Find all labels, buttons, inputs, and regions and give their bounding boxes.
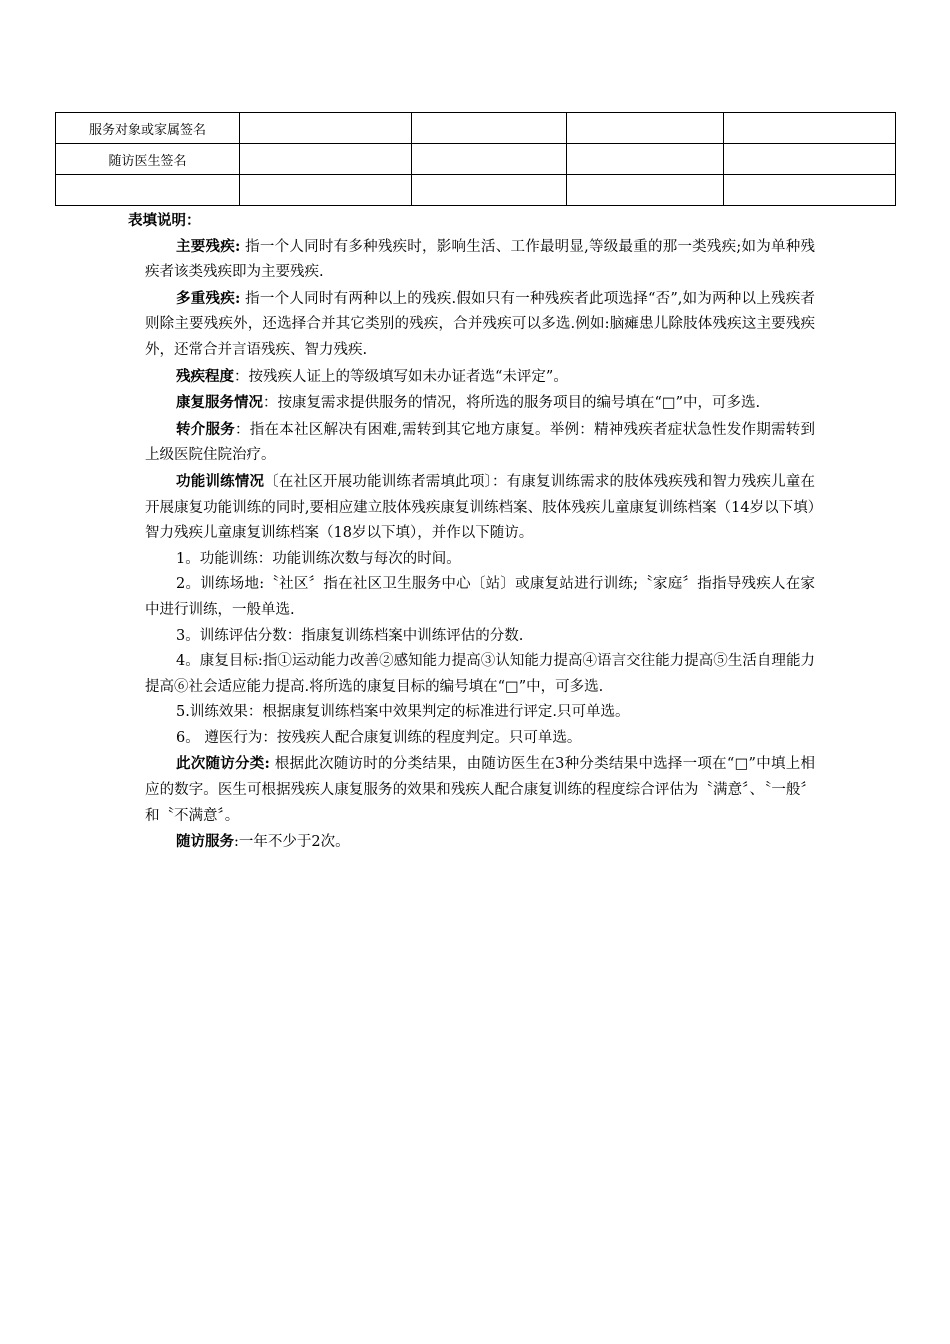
note-paragraph <box>145 751 815 829</box>
note-term: 多重残疾: <box>176 289 241 307</box>
note-text: 根据此次随访时的分类结果，由随访医生在3种分类结果中选择一项在“□”中填上相应的数字。医生可根据残疾人康复服务的效果和残疾人配合康复训练的程度综合评估为〝满意〞、〝一般〞和〝不满意〞。 <box>145 756 815 824</box>
note-term: 康复服务情况 <box>176 394 263 412</box>
row-label: 服务对象或家属签名 <box>56 113 240 144</box>
note-paragraph <box>145 547 815 573</box>
table-cell <box>240 144 412 175</box>
note-text: 3。训练评估分数：指康复训练档案中训练评估的分数. <box>176 627 524 644</box>
note-paragraph <box>145 234 815 286</box>
table-row <box>56 144 896 175</box>
table-cell <box>412 113 567 144</box>
note-term: 主要残疾: <box>176 237 241 255</box>
note-term: 转介服务 <box>176 420 236 438</box>
note-term: 此次随访分类: <box>176 755 270 773</box>
note-paragraph <box>145 829 815 856</box>
signature-table <box>55 112 896 206</box>
note-paragraph <box>145 624 815 650</box>
note-text: ：按残疾人证上的等级填写如未办证者选“未评定”。 <box>234 368 568 385</box>
note-paragraph <box>145 469 815 547</box>
table-cell <box>724 144 896 175</box>
row-label: 随访医生签名 <box>56 144 240 175</box>
note-text: 4。康复目标:指①运动能力改善②感知能力提高③认知能力提高④语言交往能力提高⑤生活自理能力提高⑥社会适应能力提高.将所选的康复目标的编号填在“□”中，可多选. <box>145 653 815 695</box>
note-text: 5.训练效果：根据康复训练档案中效果判定的标准进行评定.只可单选。 <box>176 704 630 721</box>
instructions-heading: 表填说明： <box>128 212 201 229</box>
note-text: 指一个人同时有两种以上的残疾.假如只有一种残疾者此项选择“否”,如为两种以上残疾者则除主要残疾外，还选择合并其它类别的残疾，合并残疾可以多选.例如:脑瘫患儿除肢体残疾这主要残疾外，还常合并言语残疾、智力残疾. <box>145 290 815 358</box>
table-cell <box>724 113 896 144</box>
note-paragraph <box>145 726 815 752</box>
note-text: ：指在本社区解决有困难,需转到其它地方康复。举例：精神残疾者症状急性发作期需转到上级医院住院治疗。 <box>145 421 815 464</box>
note-text: 指一个人同时有多种残疾时，影响生活、工作最明显,等级最重的那一类残疾;如为单种残疾者该类残疾即为主要残疾. <box>145 238 815 281</box>
note-text: 1。功能训练：功能训练次数与每次的时间。 <box>176 550 461 567</box>
table-cell <box>567 144 724 175</box>
note-paragraph <box>145 286 815 364</box>
note-paragraph <box>145 417 815 469</box>
note-term: 随访服务 <box>176 833 234 851</box>
note-text: 2。训练场地:〝社区〞指在社区卫生服务中心〔站〕或康复站进行训练;〝家庭〞指指导残疾人在家中进行训练，一般单选. <box>145 576 815 618</box>
table-cell <box>724 175 896 206</box>
table-cell <box>412 144 567 175</box>
note-paragraph <box>145 700 815 726</box>
note-term: 残疾程度 <box>176 367 234 385</box>
note-text: :一年不少于2次。 <box>234 834 350 851</box>
note-paragraph <box>145 390 815 417</box>
table-cell <box>240 175 412 206</box>
row-label <box>56 175 240 206</box>
instructions-section <box>128 208 816 856</box>
note-text: 6。 遵医行为：按残疾人配合康复训练的程度判定。只可单选。 <box>176 729 582 746</box>
note-term: 功能训练情况 <box>176 472 265 490</box>
table-cell <box>412 175 567 206</box>
table-row <box>56 113 896 144</box>
table-cell <box>567 175 724 206</box>
table-row <box>56 175 896 206</box>
note-paragraph <box>145 572 815 623</box>
note-text: ：按康复需求提供服务的情况，将所选的服务项目的编号填在“□”中，可多选. <box>263 395 761 412</box>
table-cell <box>240 113 412 144</box>
note-paragraph <box>145 649 815 700</box>
note-text: 〔在社区开展功能训练者需填此项〕：有康复训练需求的肢体残疾残和智力残疾儿童在开展康复功能训练的同时,要相应建立肢体残疾康复训练档案、肢体残疾儿童康复训练档案（14岁以下填）智力残疾儿童康复训练档案（18岁以下填），并作以下随访。 <box>145 473 816 542</box>
table-cell <box>567 113 724 144</box>
note-paragraph <box>145 364 815 391</box>
